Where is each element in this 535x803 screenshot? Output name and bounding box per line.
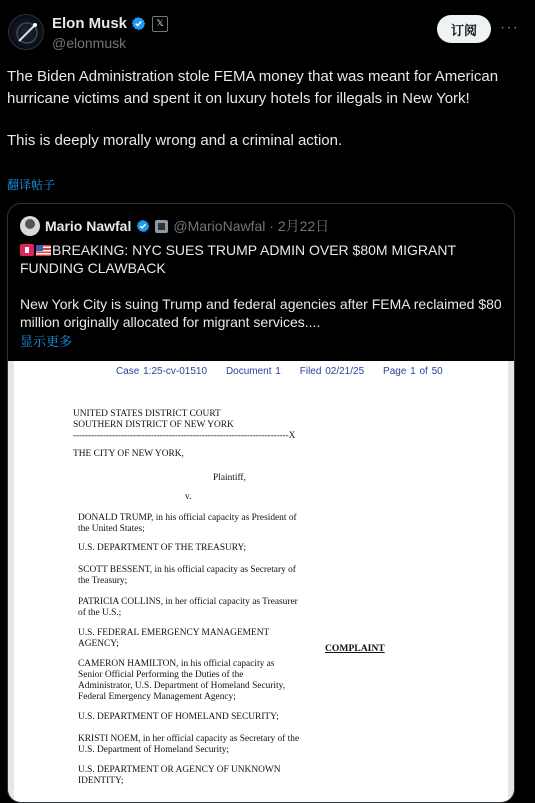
tweet-text [7,66,517,152]
document-edge-right [508,361,514,803]
plaintiff-label: Plaintiff, [213,473,246,483]
defendant-line: Administrator, U.S. Department of Homeland Security, [78,681,286,691]
quote-headline-line [20,241,505,277]
defendant-line: AGENCY; [78,639,119,649]
defendant-line: KRISTI NOEM, in her official capacity as Secretary of the [78,734,300,744]
quote-headline: BREAKING: NYC SUES TRUMP ADMIN OVER $80M MIGRANT FUNDING CLAWBACK [20,242,456,276]
translate-post-link[interactable]: 翻译帖子 [7,178,56,192]
defendant-line: U.S. DEPARTMENT OF HOMELAND SECURITY; [78,712,279,722]
court-district-line: SOUTHERN DISTRICT OF NEW YORK [73,420,234,430]
document-header: Case 1:25-cv-01510 Document 1 Filed 02/21/25 Page 1 of 50 [116,366,443,377]
complaint-title: COMPLAINT [325,643,385,654]
siren-emoji-icon [20,244,34,256]
us-flag-emoji-icon [36,245,51,256]
avatar[interactable] [8,14,44,50]
quote-header [20,216,329,236]
author-name-row [52,15,168,32]
defendant-line: U.S. FEDERAL EMERGENCY MANAGEMENT [78,628,270,638]
author-handle[interactable]: @elonmusk [52,35,127,51]
defendant-line: U.S. Department of Homeland Security; [78,745,230,755]
defendant-line: U.S. DEPARTMENT OR AGENCY OF UNKNOWN [78,765,281,775]
tweet-paragraph: This is deeply morally wrong and a criminal action. [7,132,343,149]
quote-handle-date: @MarioNawfal · 2月22日 [173,218,330,234]
show-more-link[interactable]: 显示更多 [20,334,73,349]
quoted-tweet[interactable] [7,203,515,803]
defendant-line: Senior Official Performing the Duties of the [78,670,244,680]
tweet-header [0,0,535,62]
defendant-line: the Treasury; [78,576,128,586]
defendant-line: Federal Emergency Management Agency; [78,692,236,702]
defendant-line: of the U.S.; [78,608,122,618]
court-document-image[interactable] [8,361,514,803]
caption-rule: ------------------------------------------------------------------------X [73,430,296,440]
affiliate-badge-icon [155,220,168,233]
tweet-paragraph: The Biden Administration stole FEMA money that was meant for American hurricane victims and spent it on luxury hotels for illegals in New York! [7,68,499,107]
versus: v. [185,492,192,502]
quote-avatar[interactable] [20,216,40,236]
author-name[interactable]: Elon Musk [52,15,128,32]
more-icon[interactable]: ··· [500,19,519,36]
verified-badge-icon [131,16,146,31]
verified-badge-icon [136,219,150,233]
quote-text [20,241,505,331]
defendant-line: the United States; [78,524,145,534]
defendant-line: SCOTT BESSENT, in his official capacity as Secretary of [78,565,296,575]
defendant-line: CAMERON HAMILTON, in his official capacity as [78,659,275,669]
avatar-graphic [9,15,44,50]
x-premium-badge-icon: 𝕏 [152,16,168,32]
plaintiff-name: THE CITY OF NEW YORK, [73,449,184,459]
defendant-line: DONALD TRUMP, in his official capacity as President of [78,513,297,523]
quote-body: New York City is suing Trump and federal agencies after FEMA reclaimed $80 million originally allocated for migrant services.... [20,296,502,330]
subscribe-button[interactable]: 订阅 [437,15,491,43]
defendant-line: IDENTITY; [78,776,124,786]
document-edge-left [8,361,14,803]
defendant-line: PATRICIA COLLINS, in her official capacity as Treasurer [78,597,298,607]
court-name-line: UNITED STATES DISTRICT COURT [73,409,221,419]
quote-author-name[interactable]: Mario Nawfal [45,218,132,234]
defendant-line: U.S. DEPARTMENT OF THE TREASURY; [78,543,247,553]
